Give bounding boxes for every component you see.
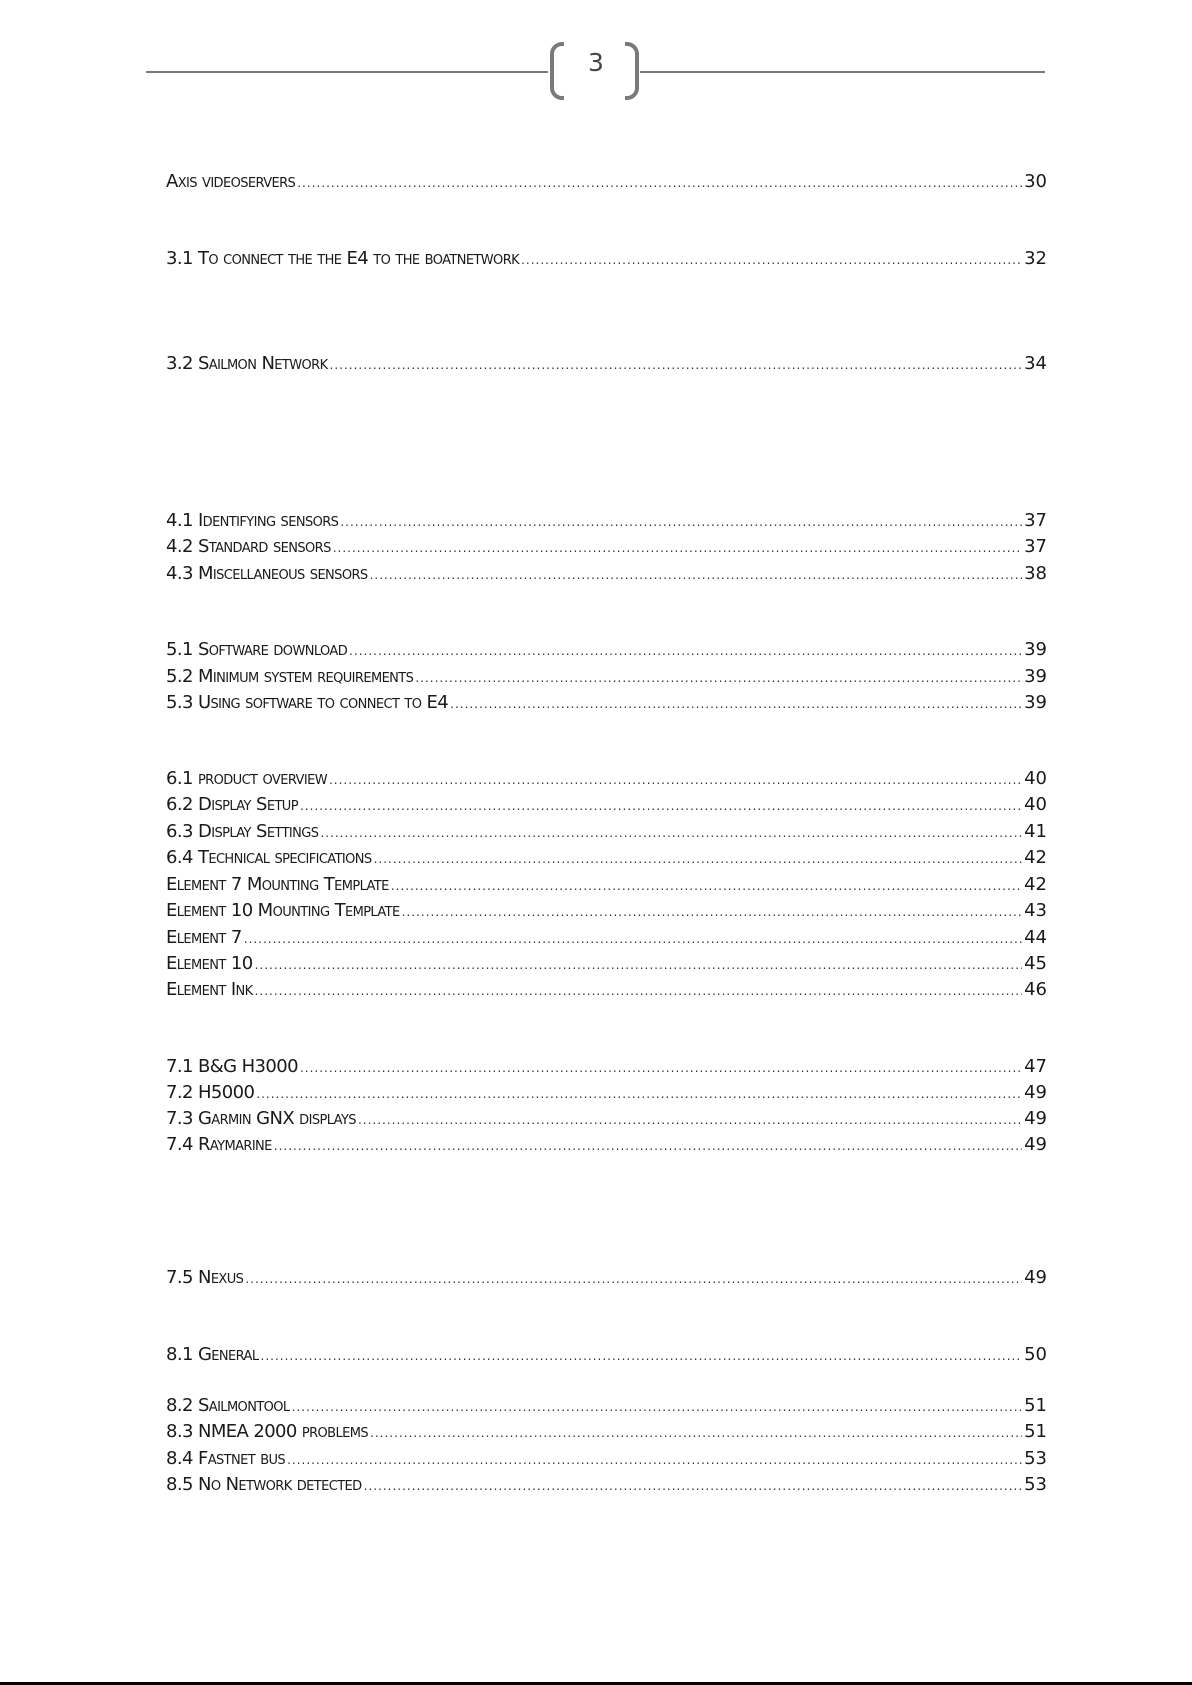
toc-entry-title: 8.1 General xyxy=(166,1344,259,1365)
toc-entry-title: Element Ink xyxy=(166,979,253,1000)
toc-dot-leader xyxy=(255,954,1023,976)
toc-entry-page: 49 xyxy=(1024,1108,1047,1129)
toc-entry-page: 37 xyxy=(1024,536,1047,557)
toc-entry[interactable] xyxy=(166,847,1047,869)
toc-entry-page: 51 xyxy=(1024,1421,1047,1442)
toc-entry-page: 42 xyxy=(1024,847,1047,868)
toc-dot-leader xyxy=(320,822,1022,844)
toc-entry-title: 3.2 Sailmon Network xyxy=(166,353,328,374)
toc-entry[interactable] xyxy=(166,1421,1047,1443)
header-rule-right xyxy=(640,71,1045,73)
toc-entry[interactable] xyxy=(166,1344,1047,1366)
toc-entry-page: 49 xyxy=(1024,1082,1047,1103)
toc-dot-leader xyxy=(370,564,1023,586)
toc-entry-page: 42 xyxy=(1024,874,1047,895)
toc-entry-title: 6.3 Display Settings xyxy=(166,821,319,842)
toc-dot-leader xyxy=(358,1109,1022,1131)
toc-dot-leader xyxy=(287,1449,1022,1471)
toc-dot-leader xyxy=(330,354,1023,376)
left-brace-icon xyxy=(550,42,564,100)
toc-entry-page: 53 xyxy=(1024,1448,1047,1469)
toc-entry[interactable] xyxy=(166,510,1047,532)
toc-dot-leader xyxy=(244,928,1022,950)
toc-entry-page: 39 xyxy=(1024,639,1047,660)
toc-entry[interactable] xyxy=(166,248,1047,270)
toc-dot-leader xyxy=(364,1475,1023,1497)
header-rule-left xyxy=(146,71,548,73)
toc-entry-page: 37 xyxy=(1024,510,1047,531)
toc-entry-title: Element 7 xyxy=(166,927,242,948)
toc-entry[interactable] xyxy=(166,821,1047,843)
toc-entry-title: 5.1 Software download xyxy=(166,639,348,660)
toc-entry-title: 8.5 No Network detected xyxy=(166,1474,362,1495)
toc-dot-leader xyxy=(402,901,1022,923)
toc-entry[interactable] xyxy=(166,768,1047,790)
toc-dot-leader xyxy=(333,537,1022,559)
toc-entry-page: 30 xyxy=(1024,171,1047,192)
toc-entry[interactable] xyxy=(166,563,1047,585)
toc-entry-page: 41 xyxy=(1024,821,1047,842)
toc-entry-page: 45 xyxy=(1024,953,1047,974)
toc-entry[interactable] xyxy=(166,979,1047,1001)
toc-dot-leader xyxy=(300,1057,1022,1079)
toc-dot-leader xyxy=(340,511,1022,533)
toc-dot-leader xyxy=(300,795,1022,817)
toc-dot-leader xyxy=(450,693,1022,715)
toc-entry-title: 4.3 Miscellaneous sensors xyxy=(166,563,368,584)
toc-entry-title: Element 10 Mounting Template xyxy=(166,900,400,921)
toc-dot-leader xyxy=(245,1268,1022,1290)
toc-dot-leader xyxy=(255,980,1022,1002)
page-header xyxy=(0,0,1192,110)
toc-entry[interactable] xyxy=(166,874,1047,896)
toc-dot-leader xyxy=(292,1396,1023,1418)
toc-entry-page: 47 xyxy=(1024,1056,1047,1077)
toc-entry[interactable] xyxy=(166,927,1047,949)
toc-dot-leader xyxy=(391,875,1022,897)
toc-entry-page: 34 xyxy=(1024,353,1047,374)
toc-entry-page: 46 xyxy=(1024,979,1047,1000)
toc-entry[interactable] xyxy=(166,353,1047,375)
toc-dot-leader xyxy=(370,1422,1022,1444)
toc-entry[interactable] xyxy=(166,900,1047,922)
toc-dot-leader xyxy=(256,1083,1022,1105)
toc-entry-title: 7.4 Raymarine xyxy=(166,1134,272,1155)
page-number: 3 xyxy=(588,48,604,77)
toc-entry[interactable] xyxy=(166,953,1047,975)
toc-entry-page: 32 xyxy=(1024,248,1047,269)
toc-entry-title: 7.2 H5000 xyxy=(166,1082,255,1103)
toc-entry[interactable] xyxy=(166,692,1047,714)
toc-entry[interactable] xyxy=(166,1108,1047,1130)
toc-entry-page: 44 xyxy=(1024,927,1047,948)
toc-dot-leader xyxy=(349,640,1022,662)
toc-entry[interactable] xyxy=(166,1395,1047,1417)
toc-entry[interactable] xyxy=(166,1474,1047,1496)
toc-entry-page: 49 xyxy=(1024,1267,1047,1288)
toc-entry[interactable] xyxy=(166,1056,1047,1078)
toc-dot-leader xyxy=(274,1135,1022,1157)
toc-entry[interactable] xyxy=(166,1134,1047,1156)
toc-entry[interactable] xyxy=(166,1267,1047,1289)
toc-entry-title: 5.3 Using software to connect to E4 xyxy=(166,692,449,713)
toc-dot-leader xyxy=(261,1345,1023,1367)
toc-entry[interactable] xyxy=(166,666,1047,688)
toc-dot-leader xyxy=(521,249,1022,271)
toc-entry-page: 39 xyxy=(1024,692,1047,713)
toc-entry-title: 4.2 Standard sensors xyxy=(166,536,331,557)
toc-entry[interactable] xyxy=(166,1448,1047,1470)
toc-entry[interactable] xyxy=(166,794,1047,816)
toc-entry-page: 43 xyxy=(1024,900,1047,921)
toc-entry-title: 7.1 B&G H3000 xyxy=(166,1056,298,1077)
toc-entry-title: 6.4 Technical specifications xyxy=(166,847,372,868)
toc-entry-title: 7.3 Garmin GNX displays xyxy=(166,1108,356,1129)
toc-entry-page: 53 xyxy=(1024,1474,1047,1495)
toc-entry-title: 5.2 Minimum system requirements xyxy=(166,666,414,687)
toc-entry-title: 6.1 product overview xyxy=(166,768,327,789)
toc-entry[interactable] xyxy=(166,536,1047,558)
toc-entry-title: Element 7 Mounting Template xyxy=(166,874,389,895)
toc-dot-leader xyxy=(329,769,1022,791)
toc-dot-leader xyxy=(297,172,1022,194)
toc-entry-title: 8.2 Sailmontool xyxy=(166,1395,290,1416)
toc-entry-title: 8.4 Fastnet bus xyxy=(166,1448,286,1469)
toc-entry[interactable] xyxy=(166,1082,1047,1104)
toc-entry-title: 3.1 To connect the the E4 to the boatnetwork xyxy=(166,248,520,269)
toc-entry-title: 6.2 Display Setup xyxy=(166,794,298,815)
toc-entry-page: 38 xyxy=(1024,563,1047,584)
toc-entry-title: 7.5 Nexus xyxy=(166,1267,244,1288)
toc-entry[interactable] xyxy=(166,171,1047,193)
toc-entry-title: Axis videoservers xyxy=(166,171,296,192)
toc-dot-leader xyxy=(374,848,1023,870)
toc-entry-title: 8.3 NMEA 2000 problems xyxy=(166,1421,369,1442)
toc-entry-title: 4.1 Identifying sensors xyxy=(166,510,339,531)
toc-entry[interactable] xyxy=(166,639,1047,661)
toc-entry-page: 49 xyxy=(1024,1134,1047,1155)
toc-dot-leader xyxy=(415,667,1022,689)
toc-entry-page: 51 xyxy=(1024,1395,1047,1416)
toc-entry-title: Element 10 xyxy=(166,953,253,974)
toc-entry-page: 50 xyxy=(1024,1344,1047,1365)
toc-entry-page: 40 xyxy=(1024,768,1047,789)
right-brace-icon xyxy=(625,42,639,100)
toc-entry-page: 39 xyxy=(1024,666,1047,687)
toc-entry-page: 40 xyxy=(1024,794,1047,815)
